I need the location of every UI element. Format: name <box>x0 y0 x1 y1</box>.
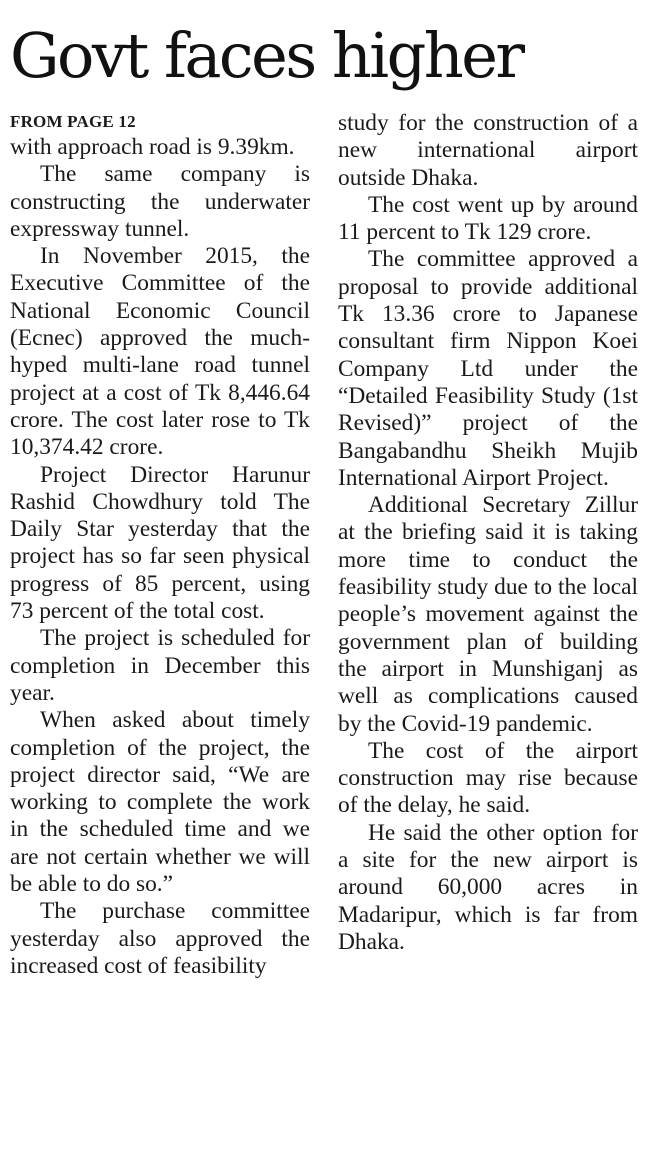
paragraph: In November 2015, the Executive Committee of the National Economic Council (Ecnec) approved the much-hyped multi-lane road tunnel project at a cost of Tk 8,446.64 crore. The cost later rose to Tk 10,374.42 crore. <box>10 243 310 461</box>
paragraph: The cost went up by around 11 percent to Tk 129 crore. <box>338 191 638 246</box>
article-column-left <box>10 110 310 980</box>
paragraph: The cost of the airport construction may rise because of the delay, he said. <box>338 737 638 819</box>
paragraph: Project Director Harunur Rashid Chowdhury told The Daily Star yesterday that the project has so far seen physical progress of 85 percent, using 73 percent of the total cost. <box>10 461 310 625</box>
paragraph: Additional Secretary Zillur at the briefing said it is taking more time to conduct the feasibility study due to the local people’s movement against the government plan of building the airport in Munshiganj as well as complications caused by the Covid-19 pandemic. <box>338 492 638 737</box>
paragraph: He said the other option for a site for the new airport is around 60,000 acres in Madaripur, which is far from Dhaka. <box>338 819 638 955</box>
paragraph: with approach road is 9.39km. <box>10 134 295 160</box>
paragraph: The committee approved a proposal to provide additional Tk 13.36 crore to Japanese consultant firm Nippon Koei Company Ltd under the “Detailed Feasibility Study (1st Revised)” project of the Bangabandhu Sheikh Mujib International Airport Project. <box>338 246 638 491</box>
paragraph: The project is scheduled for completion in December this year. <box>10 625 310 706</box>
continuation-label: FROM PAGE 12 <box>10 112 136 131</box>
paragraph: The purchase committee yesterday also approved the increased cost of feasibility <box>10 898 310 979</box>
headline: Govt faces higher <box>10 19 523 92</box>
article-column-right <box>338 110 638 956</box>
paragraph: The same company is constructing the underwater expressway tunnel. <box>10 161 310 242</box>
paragraph: When asked about timely completion of the project, the project director said, “We are working to complete the work in the scheduled time and we are not certain whether we will be able to do so.” <box>10 707 310 898</box>
paragraph: study for the construction of a new international airport outside Dhaka. <box>338 110 638 191</box>
